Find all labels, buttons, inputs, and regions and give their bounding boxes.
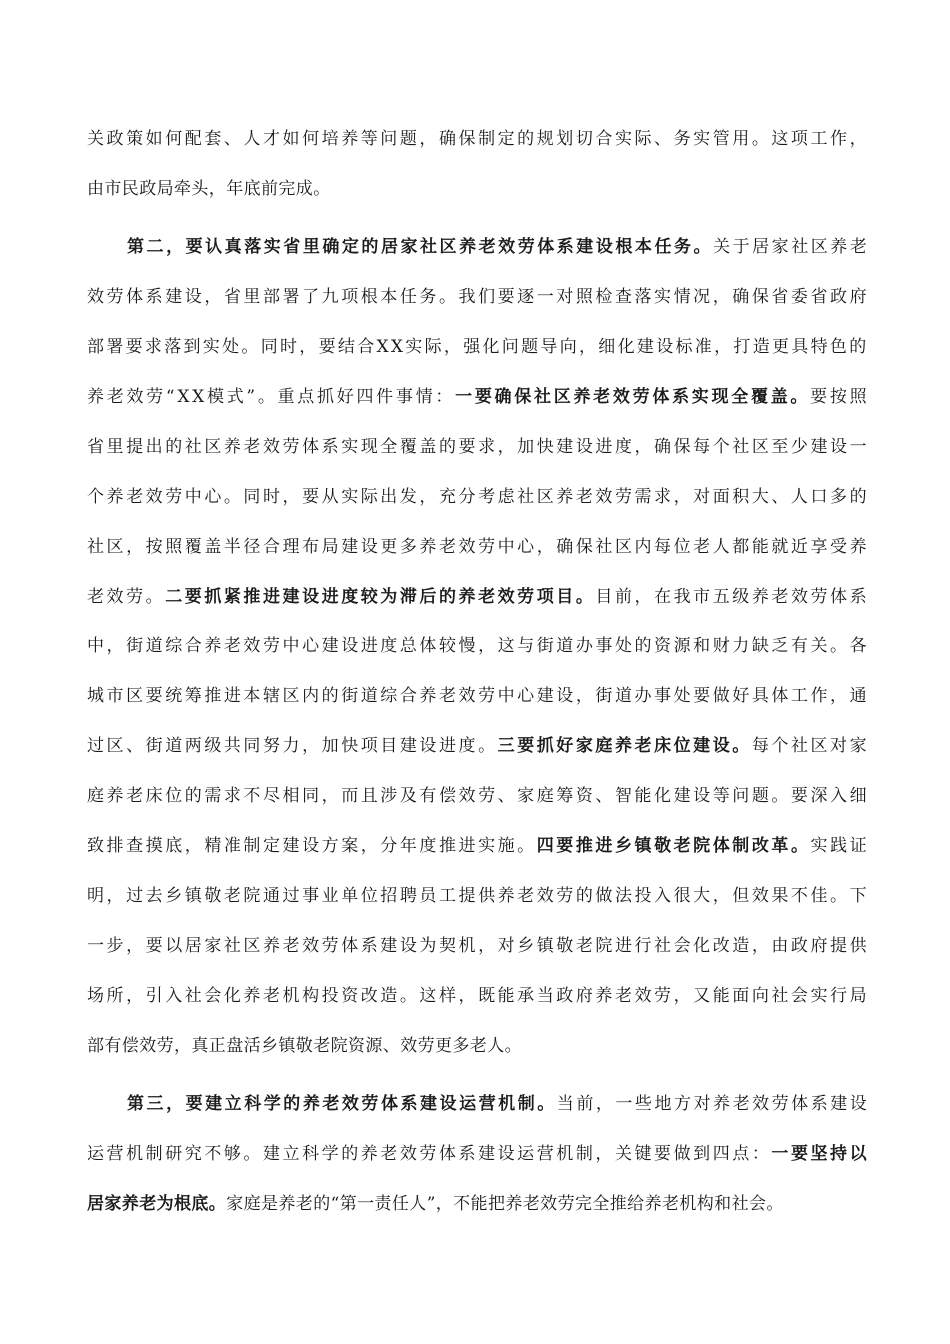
body-text: 目前，在我市五级养老效劳体系 <box>595 587 870 607</box>
emphasis-text: 第二，要认真落实省里确定的居家社区养老效劳体系建设根本任务。 <box>127 237 714 257</box>
body-text: 省里提出的社区养老效劳体系实现全覆盖的要求，加快建设进度，确保每个社区至少建设一 <box>87 437 870 457</box>
text-line <box>87 332 869 362</box>
body-text: 中，街道综合养老效劳中心建设进度总体较慢，这与街道办事处的资源和财力缺乏有关。各 <box>87 636 870 656</box>
body-text: 当前，一些地方对养老效劳体系建设 <box>556 1094 870 1114</box>
body-text: 运营机制研究不够。建立科学的养老效劳体系建设运营机制，关键要做到四点： <box>87 1144 772 1164</box>
emphasis-text: 居家养老为根底。 <box>87 1194 227 1214</box>
text-line <box>87 881 869 911</box>
emphasis-text: 二要抓紧推进建设进度较为滞后的养老效劳项目。 <box>165 587 596 607</box>
text-line <box>87 731 869 761</box>
body-text: 关政策如何配套、人才如何培养等问题，确保制定的规划切合实际、务实管用。这项工作， <box>87 129 870 149</box>
emphasis-text: 一要坚持以 <box>771 1144 870 1164</box>
body-text: 致排查摸底，精准制定建设方案，分年度推进实施。 <box>87 836 537 856</box>
emphasis-text: 第三，要建立科学的养老效劳体系建设运营机制。 <box>127 1094 557 1114</box>
text-line <box>87 582 869 612</box>
body-text: 关于居家社区养老 <box>713 237 870 257</box>
body-text: 部署要求落到实处。同时，要结合XX实际，强化问题导向，细化建设标准，打造更具特色的 <box>87 337 869 357</box>
text-line <box>87 681 869 711</box>
text-line <box>87 781 869 811</box>
body-text: 社区，按照覆盖半径合理布局建设更多养老效劳中心，确保社区内每位老人都能就近享受养 <box>87 537 870 557</box>
text-line <box>87 1031 522 1061</box>
text-line <box>87 382 869 412</box>
text-line <box>127 232 869 262</box>
body-text: 每个社区对家 <box>751 736 870 756</box>
body-text: 养老效劳“XX模式”。重点抓好四件事情： <box>87 387 456 407</box>
text-line <box>87 631 869 661</box>
text-line <box>87 1189 784 1219</box>
emphasis-text: 三要抓好家庭养老床位建设。 <box>497 736 752 756</box>
text-line <box>87 282 869 312</box>
text-line <box>87 931 869 961</box>
body-text: 一步，要以居家社区养老效劳体系建设为契机，对乡镇敬老院进行社会化改造，由政府提供 <box>87 936 870 956</box>
body-text: 城市区要统筹推进本辖区内的街道综合养老效劳中心建设，街道办事处要做好具体工作，通 <box>87 686 870 706</box>
text-line <box>87 124 869 154</box>
text-line <box>87 831 869 861</box>
text-line <box>127 1089 869 1119</box>
body-text: 部有偿效劳，真正盘活乡镇敬老院资源、效劳更多老人。 <box>87 1036 522 1056</box>
text-line <box>87 482 869 512</box>
text-line <box>87 981 869 1011</box>
text-line <box>87 174 331 204</box>
body-text: 庭养老床位的需求不尽相同，而且涉及有偿效劳、家庭筹资、智能化建设等问题。要深入细 <box>87 786 870 806</box>
body-text: 家庭是养老的“第一责任人”，不能把养老效劳完全推给养老机构和社会。 <box>226 1194 784 1214</box>
body-text: 由市民政局牵头，年底前完成。 <box>87 179 331 199</box>
body-text: 个养老效劳中心。同时，要从实际出发，充分考虑社区养老效劳需求，对面积大、人口多的 <box>87 487 870 507</box>
body-text: 明，过去乡镇敬老院通过事业单位招聘员工提供养老效劳的做法投入很大，但效果不佳。下 <box>87 886 870 906</box>
body-text: 老效劳。 <box>87 587 166 607</box>
body-text: 效劳体系建设，省里部署了九项根本任务。我们要逐一对照检查落实情况，确保省委省政府 <box>87 287 870 307</box>
body-text: 要按照 <box>810 387 870 407</box>
text-line <box>87 1139 869 1169</box>
emphasis-text: 四要推进乡镇敬老院体制改革。 <box>536 836 811 856</box>
body-text: 过区、街道两级共同努力，加快项目建设进度。 <box>87 736 498 756</box>
emphasis-text: 一要确保社区养老效劳体系实现全覆盖。 <box>455 387 811 407</box>
text-line <box>87 532 869 562</box>
body-text: 场所，引入社会化养老机构投资改造。这样，既能承当政府养老效劳，又能面向社会实行局 <box>87 986 870 1006</box>
text-line <box>87 432 869 462</box>
body-text: 实践证 <box>810 836 870 856</box>
